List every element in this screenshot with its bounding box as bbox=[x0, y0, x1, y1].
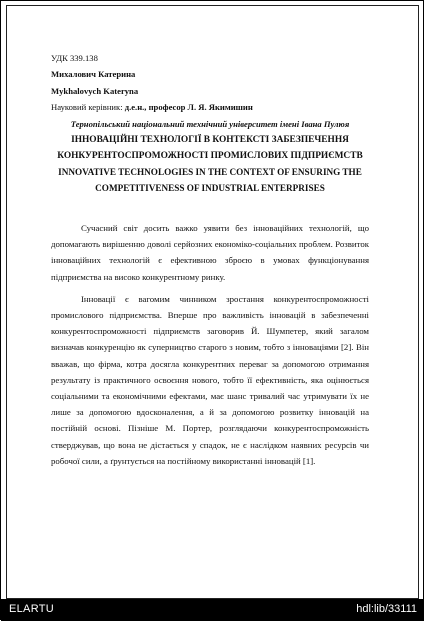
body-paragraph-2: Інновації є вагомим чинником зростання конкурентоспроможності промислового підприємства. Вперше про важливість інновацій в забезпеченні конкурентоспроможності підприємств заговорив Й. Шумпетер, який загалом визначав конкуренцію як суперництво старого з новим, тобто з інноваціями [2]. Він вважав, що фірма, котра досягла конкурентних переваг за допомогою отримання результату із практичного освоєння нового, тобто її ефективність, яка оцінюється соціальними та економічними ефектами, має шанс тривалий час утримувати їх не лише за допомогою вдосконалення, а й за допомогою розвитку інновацій на постійній основі. Пізніше М. Портер, розглядаючи конкурентоспроможність стверджував, що вона не дістається у спадок, не є наслідком наявних ресурсів чи робочої сили, а ґрунтується на постійному використанні інновацій [1]. bbox=[51, 293, 369, 466]
udk-code: УДК 339.138 bbox=[51, 53, 98, 63]
supervisor-name: д.е.н., професор Л. Я. Якимишин bbox=[124, 102, 253, 113]
author-en: Mykhalovych Kateryna bbox=[51, 85, 139, 96]
footer-bar bbox=[1, 599, 424, 621]
handle-identifier: hdl:lib/33111 bbox=[356, 603, 417, 615]
author-ua: Михалович Катерина bbox=[51, 69, 136, 80]
university-name: Тернопільський національний технічний університет імені Івана Пулюя bbox=[70, 118, 350, 129]
supervisor-line bbox=[51, 99, 369, 115]
title-english: INNOVATIVE TECHNOLOGIES IN THE CONTEXT OF ENSURING THE COMPETITIVENESS OF INDUSTRIAL ENTERPRISES bbox=[58, 167, 362, 194]
repository-name: ELARTU bbox=[9, 603, 54, 615]
page-content bbox=[51, 50, 369, 469]
document-page bbox=[6, 5, 419, 599]
title-ukrainian: ІННОВАЦІЙНІ ТЕХНОЛОГІЇ В КОНТЕКСТІ ЗАБЕЗПЕЧЕННЯ КОНКУРЕНТОСПРОМОЖНОСТІ ПРОМИСЛОВИХ ПІДПРИЄМСТВ bbox=[57, 135, 363, 162]
body-paragraph-1: Сучасний світ досить важко уявити без інноваційних технологій, що допомагають вирішенню доволі серйозних економіко-соціальних проблем. Розвиток інноваційних технологій є ефективною зброєю в умовах функціонування підприємства на високо конкурентному ринку. bbox=[51, 223, 369, 282]
supervisor-prefix: Науковий керівник: bbox=[51, 102, 125, 113]
